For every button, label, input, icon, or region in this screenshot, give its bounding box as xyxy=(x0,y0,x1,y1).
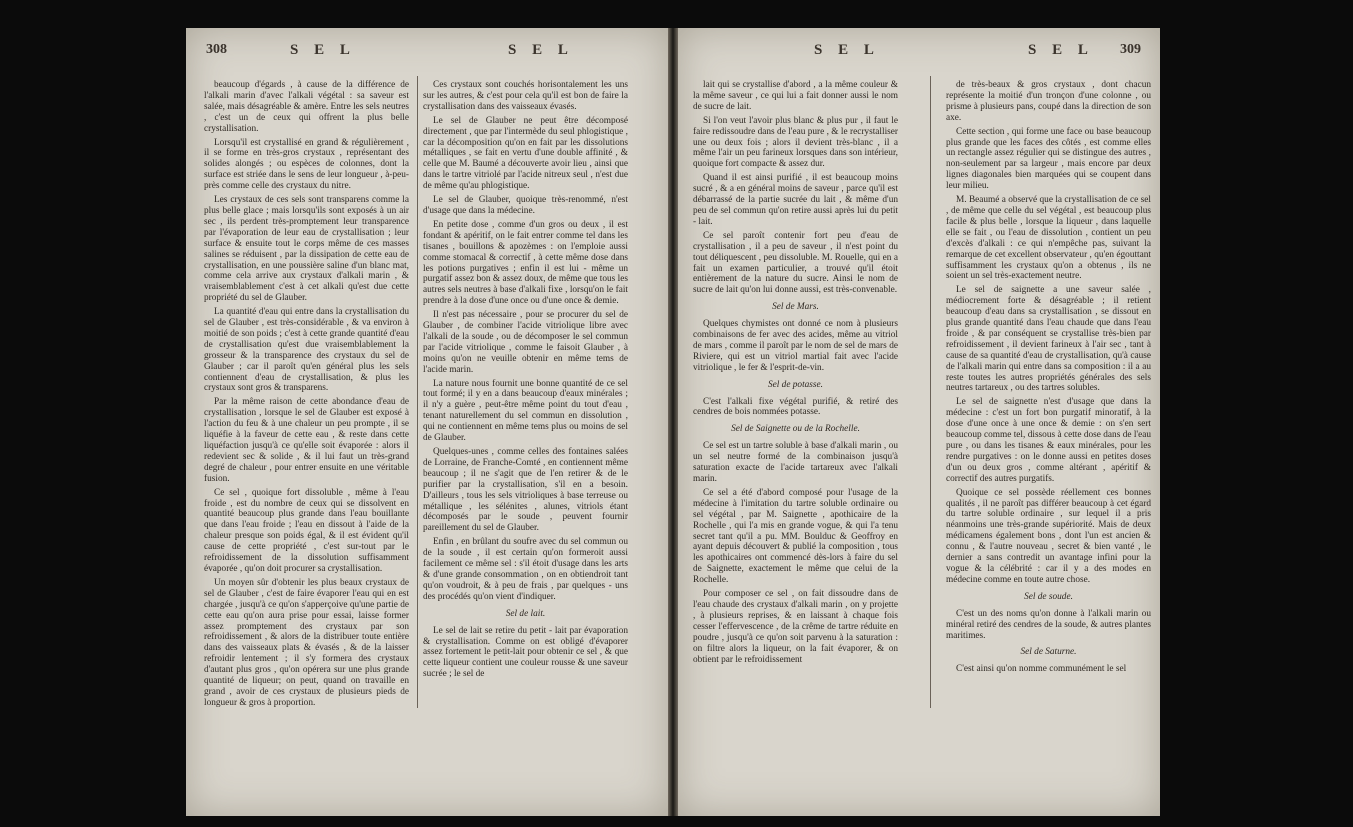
paragraph: Quand il est ainsi purifié , il est beaucoup moins sucré , & a en général moins de saveur , parce qu'il est débarrassé de la partie sucrée du lait , & même d'un peu de sel commun qu'on retire aussi après lui du petit - lait. xyxy=(693,173,898,227)
section-subheading: Sel de lait. xyxy=(505,608,546,619)
paragraph: Si l'on veut l'avoir plus blanc & plus pur , il faut le faire redissoudre dans de l'eau pure , & le recrystalliser une ou deux fois ; alors il devient très-blanc , il a même l'air un peu farineux lorsques dans son intérieur, quoique fort compacte & assez dur. xyxy=(693,115,898,170)
text-column-left-2 xyxy=(423,80,628,804)
text-column-right-1 xyxy=(693,80,898,804)
text-column-right-2 xyxy=(946,80,1151,804)
section-subheading: Sel de Saignette ou de la Rochelle. xyxy=(731,424,860,435)
paragraph: Par la même raison de cette abondance d'eau de crystallisation , lorsque le sel de Glauber est exposé à l'action du feu & à une chaleur un peu prompte , il se liquéfie à la faveur de cette eau , & reste dans cette liquéfaction jusqu'à ce qu'elle soit évaporée : alors il redevient sec & solide , & il lui faut un très-grand degré de chaleur , pour entrer ensuite en une véritable fusion. xyxy=(204,397,409,484)
paragraph: Ce sel paroît contenir fort peu d'eau de crystallisation , il a peu de saveur , il n'est point du tout déliquescent , peu dissoluble. M. Rouelle, qui en a fait un examen particulier, a trouvé qu'il étoit entièrement de la nature du sucre. Ainsi le nom de sucre de lait qu'on lui donne aussi, est très-convenable. xyxy=(693,230,898,296)
paragraph: Lorsqu'il est crystallisé en grand & régulièrement , il se forme en très-gros crystaux , représentant des solides alongés ; ou espèces de colonnes, dont la surface est striée dans le sens de leur longueur , à-peu-près comme celle des crystaux du nitre. xyxy=(204,137,409,192)
page-number-right: 309 xyxy=(1120,42,1141,57)
running-head-left-2: S E L xyxy=(508,42,574,58)
section-subheading: Sel de Mars. xyxy=(772,302,819,313)
paragraph: C'est l'alkali fixe végétal purifié, & retiré des cendres de bois nommées potasse. xyxy=(693,396,898,418)
paragraph: C'est ainsi qu'on nomme communément le sel xyxy=(956,664,1127,675)
paragraph: Pour composer ce sel , on fait dissoudre dans de l'eau chaude des crystaux d'alkali marin , on y projette , à plusieurs reprises, & en laissant à chaque fois cesser l'effervescence , de la crême de tartre réduite en poudre , jusqu'à ce qu'on soit parvenu à la saturation : on filtre alors la liqueur, on la fait évaporer, & on obtient par le refroidissement xyxy=(693,589,898,665)
paragraph: La quantité d'eau qui entre dans la crystallisation du sel de Glauber , est très-considérable , & va environ à moitié de son poids ; c'est à cette grande quantité d'eau de crystallisation qu'est due vraisemblablement la grosseur & la transparence des crystaux du sel de Glauber ; car il paroît qu'en général plus les sels contiennent d'eau de crystallisation, & plus les crystaux sont gros & transparens. xyxy=(204,307,409,394)
paragraph: Enfin , en brûlant du soufre avec du sel commun ou de la soude , il est certain qu'on formeroit aussi facilement ce même sel : s'il étoit d'usage dans les arts & d'une grande consommation , on en obtiendroit tant qu'on voudroit, & à peu de frais , par quelques - uns des procédés qu'on vient d'indiquer. xyxy=(423,537,628,602)
paragraph: beaucoup d'égards , à cause de la différence de l'alkali marin d'avec l'alkali végétal : sa saveur est salée, mais désagréable & amère. Entre les sels neutres , c'est un de ceux qui offrent la plus belle crystallisation. xyxy=(204,80,409,134)
paragraph: Quoique ce sel possède réellement ces bonnes qualités , il ne paroît pas différer beaucoup à cet égard du tartre soluble ordinaire , sur lequel il a pris néanmoins une très-grande supériorité. Mais de deux médicamens également bons , dont l'un est ancien & connu , & l'autre nouveau , secret & bien vanté , le dernier a sans contredit un avantage infini pour la vogue & la célébrité : car il y a des modes en médecine comme en toute autre chose. xyxy=(946,487,1151,585)
paragraph: Quelques chymistes ont donné ce nom à plusieurs combinaisons de fer avec des acides, même au vitriol de mars , comme il paroît par le nom de sel de mars de Riviere, qui est un vitriol martial fait avec l'acide vitriolique , le fer & l'esprit-de-vin. xyxy=(693,319,898,373)
paragraph: de très-beaux & gros crystaux , dont chacun représente la moitié d'un tronçon d'une colonne , ou prisme à plusieurs pans, coupé dans la direction de son axe. xyxy=(946,80,1151,123)
paragraph: Le sel de lait se retire du petit - lait par évaporation & crystallisation. Comme on est obligé d'évaporer assez fortement le petit-lait pour obtenir ce sel , & que cette liqueur contient une couleur rousse & une saveur sucrée ; le sel de xyxy=(423,625,628,680)
paragraph: Quelques-unes , comme celles des fontaines salées de Lorraine, de Franche-Comté , en contiennent même beaucoup ; il ne s'agit que de l'en retirer & de le purifier par la crystallisation, s'il en a besoin. D'ailleurs , tous les sels vitrioliques à base terreuse ou métallique , les sélénites , alunes, vitriols étant décomposés par le soude , peuvent fournir pareillement du sel de Glauber. xyxy=(423,447,628,534)
paragraph: Ce sel , quoique fort dissoluble , même à l'eau froide , est du nombre de ceux qui se dissolvent en quantité beaucoup plus grande dans l'eau bouillante que dans l'eau froide ; l'eau en dissout à l'aide de la chaleur presque son poids égal, & il est évident qu'il cause de cette propriété , c'est sur-tout par le refroidissement de la dissolution suffisamment évaporée , qu'on doit procurer sa crystallisation. xyxy=(204,487,409,574)
page-number-left: 308 xyxy=(206,42,227,57)
running-head-right-1: S E L xyxy=(814,42,880,58)
paragraph: Les crystaux de ces sels sont transparens comme la plus belle glace ; mais lorsqu'ils sont exposés à un air sec , ils perdent très-promptement leur transparence par l'évaporation de leur eau de crystallisation ; leur surface & ensuite tout le corps même de ces masses salines se réduisent , par la dissipation de cette eau de crystallisation, en une poussière saline d'un blanc mat, comme cela arrive aux crystaux d'alkali marin , & vraisemblablement c'est à cet alkali qu'est due cette propriété du sel de Glauber. xyxy=(204,195,409,304)
paragraph: Un moyen sûr d'obtenir les plus beaux crystaux de sel de Glauber , c'est de faire évaporer l'eau qui en est chargée , jusqu'à ce qu'on s'apperçoive qu'une partie de cette eau qu'on aura prise pour essai, laisse former assez promptement des crystaux par son refroidissement , & alors de la distribuer toute entière dans des vaisseaux plats & évasés , & de la laisser refroidir lentement ; il s'y formera des crystaux d'autant plus gros , qu'on opérera sur une plus grande quantité de liqueur; on peut, quand on travaille en grand , avoir de ces crystaux de plusieurs pieds de longueur & gros à proportion. xyxy=(204,577,409,708)
column-rule-left xyxy=(417,76,418,708)
column-rule-right xyxy=(930,76,931,708)
paragraph: La nature nous fournit une bonne quantité de ce sel tout formé; il y en a dans beaucoup d'eaux minérales ; il n'y a guère , peut-être même point du tout d'eau , tenant naturellement du sel commun en dissolution , qui ne contiennent en même tems plus ou moins de sel de Glauber. xyxy=(423,378,628,444)
section-subheading: Sel de potasse. xyxy=(768,379,823,390)
paragraph: Le sel de Glauber, quoique très-renommé, n'est d'usage que dans la médecine. xyxy=(423,195,628,216)
paragraph: Ces crystaux sont couchés horisontalement les uns sur les autres, & c'est pour cela qu'il est bon de faire la crystallisation dans des vaisseaux évasés. xyxy=(423,80,628,112)
running-head-left-1: S E L xyxy=(290,42,356,58)
running-head-right-2: S E L xyxy=(1028,42,1094,58)
paragraph: C'est un des noms qu'on donne à l'alkali marin ou minéral retiré des cendres de la soude, & autres plantes maritimes. xyxy=(946,608,1151,641)
paragraph: M. Beaumé a observé que la crystallisation de ce sel , de même que celle du sel végétal , est beaucoup plus facile & plus belle , lorsque la liqueur , dans laquelle elle se fait , ou l'eau de dissolution , contient un peu d'excès d'alkali : ce qui n'empêche pas, suivant la remarque de cet excellent observateur , qu'en égouttant suffisamment les crystaux qu'on a obtenus , ils ne soient un sel très-exactement neutre. xyxy=(946,195,1151,282)
paragraph: Le sel de Glauber ne peut être décomposé directement , que par l'intermède du seul phlogistique , car la décomposition qu'on en fait par les dissolutions métalliques , se fait en vertu d'une double affinité , & celle que M. Baumé a découverte avoir lieu , ainsi que dans le tartre vitriolé par l'acide nitreux seul , n'est due de même qu'au phlogistique. xyxy=(423,115,628,192)
paragraph: En petite dose , comme d'un gros ou deux , il est fondant & apéritif, on le fait entrer comme tel dans les tisanes , bouillons & apozèmes : on l'emploie aussi comme stomacal & correctif , à cette même dose dans les potions purgatives ; enfin il est lui - même un purgatif assez bon & assez doux, de même que tous les autres sels neutres à base d'alkali fixe , lorsqu'on le fait prendre à la dose d'une once ou d'une once & demie. xyxy=(423,219,628,307)
paragraph: Il n'est pas nécessaire , pour se procurer du sel de Glauber , de combiner l'acide vitriolique libre avec l'alkali de la soude , ou de décomposer le sel commun par l'acide vitriolique , comme le faisoit Glauber , à moins qu'on ne veuille obtenir en même tems de l'acide marin. xyxy=(423,310,628,375)
paragraph: Le sel de saignette n'est d'usage que dans la médecine : c'est un fort bon purgatif minoratif, à la dose d'une once à une once & demie : on s'en sert beaucoup comme tel, dissous à cette dose dans de l'eau pure , ou dans les tisanes & eaux minérales, pour les rendre purgatives : on le donne aussi en petites doses d'un ou deux gros , comme altérant , apéritif & correctif des autres purgatifs. xyxy=(946,397,1151,484)
book-gutter xyxy=(668,28,678,816)
paragraph: lait qui se crystallise d'abord , a la même couleur & la même saveur , ce qui lui a fait donner aussi le nom de sucre de lait. xyxy=(693,80,898,112)
paragraph: Cette section , qui forme une face ou base beaucoup plus grande que les faces des côtés , est comme elles un rectangle assez régulier qui se distingue des autres , non-seulement par sa largeur , mais encore par deux lignes diagonales bien marquées qui se coupent dans leur milieu. xyxy=(946,126,1151,192)
text-column-left-1 xyxy=(204,80,409,804)
section-subheading: Sel de soude. xyxy=(1024,591,1073,602)
paragraph: Le sel de saignette a une saveur salée , médiocrement forte & désagréable ; il retient beaucoup d'eau dans sa crystallisation , se dissout en plus grande quantité dans l'eau chaude que dans l'eau froide , & par conséquent se crystallise très-bien par refroidissement , il devient farineux à l'air sec , tant à cause de sa quantité d'eau de crystallisation, qu'à cause de l'alkali marin qui entre dans sa composition : il a au reste toutes les autres propriétés générales des sels neutres tartareux , ou des tartres solubles. xyxy=(946,285,1151,394)
paragraph: Ce sel a été d'abord composé pour l'usage de la médecine à l'imitation du tartre soluble ordinaire ou sel végétal , par M. Saignette , apothicaire de la Rochelle , qui l'a mis en grande vogue, & qui l'a tenu secret tant qu'il a pu. MM. Boulduc & Geoffroy en ayant depuis découvert & publié la composition , tous les apothicaires ont commencé dès-lors à faire du sel de Saignette, exactement le même que celui de la Rochelle. xyxy=(693,487,898,586)
section-subheading: Sel de Saturne. xyxy=(1020,647,1077,658)
paragraph: Ce sel est un tartre soluble à base d'alkali marin , ou un sel neutre formé de la combinaison jusqu'à saturation exacte de l'acide tartareux avec l'alkali marin. xyxy=(693,441,898,484)
